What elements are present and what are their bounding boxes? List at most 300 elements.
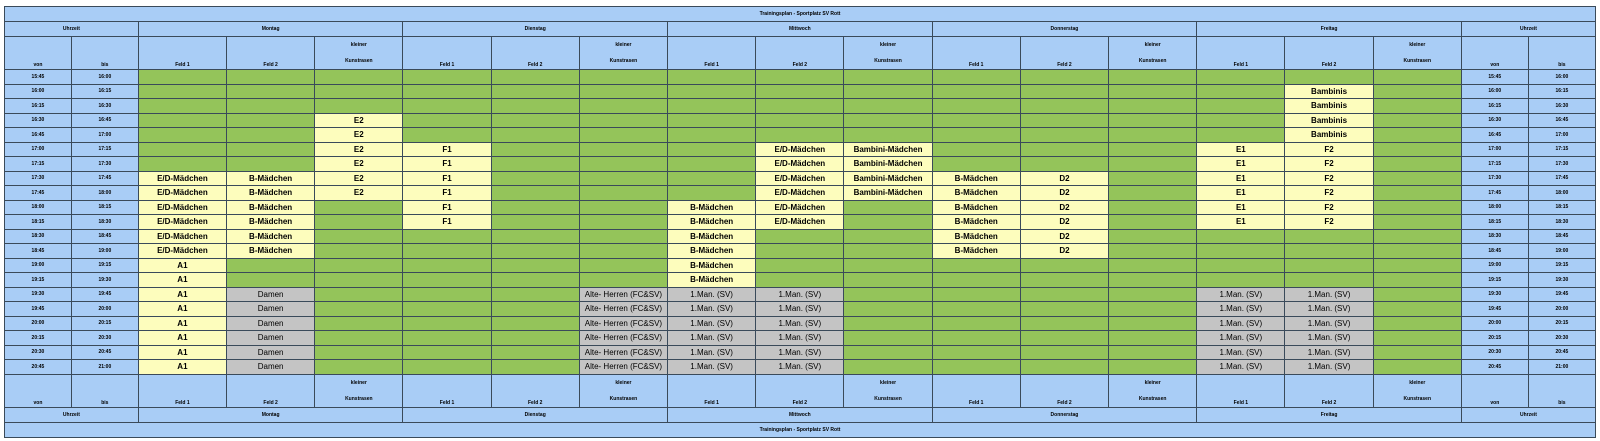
free-slot	[756, 84, 844, 99]
time-from: 18:45	[5, 244, 72, 259]
free-slot	[227, 99, 315, 114]
time-from: 18:30	[5, 229, 72, 244]
kunstrasen-header	[844, 37, 932, 70]
time-header: Uhrzeit	[1461, 407, 1595, 422]
training-slot: D2	[1020, 186, 1108, 201]
free-slot	[1285, 258, 1373, 273]
kunstrasen-line-2: Kunstrasen	[345, 395, 373, 402]
free-slot	[1197, 99, 1285, 114]
free-slot	[668, 99, 756, 114]
free-slot	[138, 113, 226, 128]
time-to: 16:15	[71, 84, 138, 99]
free-slot	[756, 258, 844, 273]
training-slot: 1.Man. (SV)	[1197, 331, 1285, 346]
free-slot	[1020, 360, 1108, 375]
time-from: 20:30	[5, 345, 72, 360]
training-slot: B-Mädchen	[227, 215, 315, 230]
free-slot	[1109, 171, 1197, 186]
kunstrasen-line-1: kleiner	[879, 379, 897, 386]
free-slot	[1020, 258, 1108, 273]
time-to: 19:00	[71, 244, 138, 259]
schedule-row	[5, 244, 1596, 259]
schedule-row	[5, 99, 1596, 114]
training-slot: A1	[138, 273, 226, 288]
time-from: 16:45	[5, 128, 72, 143]
kunstrasen-header	[315, 37, 403, 70]
kunstrasen-line-2: Kunstrasen	[1403, 58, 1432, 64]
free-slot	[1020, 70, 1108, 85]
free-slot	[227, 142, 315, 157]
kunstrasen-line-2: Kunstrasen	[874, 395, 902, 402]
time-to: 18:15	[1528, 200, 1595, 215]
time-from: 16:00	[1461, 84, 1528, 99]
free-slot	[315, 258, 403, 273]
free-slot	[227, 70, 315, 85]
free-slot	[1285, 273, 1373, 288]
training-slot: Bambini-Mädchen	[844, 142, 932, 157]
schedule-row	[5, 113, 1596, 128]
time-from: 19:00	[1461, 258, 1528, 273]
free-slot	[579, 142, 667, 157]
training-slot: Alte- Herren (FC&SV)	[579, 316, 667, 331]
training-slot: A1	[138, 360, 226, 375]
training-slot: Bambinis	[1285, 128, 1373, 143]
free-slot	[668, 142, 756, 157]
training-slot: D2	[1020, 244, 1108, 259]
free-slot	[403, 244, 491, 259]
training-slot: 1.Man. (SV)	[668, 331, 756, 346]
free-slot	[1285, 70, 1373, 85]
free-slot	[491, 157, 579, 172]
training-slot: B-Mädchen	[668, 244, 756, 259]
time-to: 20:00	[71, 302, 138, 317]
kunstrasen-line-2: Kunstrasen	[609, 395, 638, 402]
free-slot	[1020, 316, 1108, 331]
free-slot	[315, 345, 403, 360]
free-slot	[1109, 345, 1197, 360]
field1-header: Feld 1	[403, 374, 491, 407]
schedule-row	[5, 316, 1596, 331]
free-slot	[579, 70, 667, 85]
free-slot	[844, 200, 932, 215]
time-from: 18:00	[5, 200, 72, 215]
time-to: 19:45	[1528, 287, 1595, 302]
free-slot	[579, 273, 667, 288]
time-to: 17:15	[1528, 142, 1595, 157]
free-slot	[932, 99, 1020, 114]
free-slot	[1373, 331, 1461, 346]
free-slot	[1373, 215, 1461, 230]
free-slot	[1197, 128, 1285, 143]
training-slot: B-Mädchen	[227, 244, 315, 259]
training-slot: B-Mädchen	[227, 200, 315, 215]
training-slot: 1.Man. (SV)	[1285, 345, 1373, 360]
training-slot: 1.Man. (SV)	[1197, 316, 1285, 331]
free-slot	[668, 171, 756, 186]
free-slot	[668, 128, 756, 143]
free-slot	[932, 331, 1020, 346]
time-from: 20:00	[5, 316, 72, 331]
free-slot	[1373, 287, 1461, 302]
free-slot	[932, 302, 1020, 317]
training-slot: E/D-Mädchen	[138, 200, 226, 215]
free-slot	[844, 287, 932, 302]
free-slot	[756, 273, 844, 288]
free-slot	[403, 331, 491, 346]
training-slot: 1.Man. (SV)	[1285, 360, 1373, 375]
kunstrasen-line-1: kleiner	[1409, 42, 1426, 48]
free-slot	[403, 316, 491, 331]
training-slot: F2	[1285, 215, 1373, 230]
free-slot	[403, 345, 491, 360]
training-slot: E1	[1197, 215, 1285, 230]
free-slot	[1109, 113, 1197, 128]
free-slot	[491, 128, 579, 143]
training-slot: E2	[315, 186, 403, 201]
free-slot	[1373, 316, 1461, 331]
free-slot	[844, 70, 932, 85]
kunstrasen-line-1: kleiner	[350, 379, 367, 386]
free-slot	[315, 331, 403, 346]
free-slot	[1373, 345, 1461, 360]
free-slot	[491, 273, 579, 288]
training-slot: E/D-Mädchen	[138, 186, 226, 201]
training-slot: 1.Man. (SV)	[1285, 287, 1373, 302]
training-slot: B-Mädchen	[932, 215, 1020, 230]
day-header-4: Freitag	[1197, 22, 1462, 37]
time-to: 16:30	[1528, 99, 1595, 114]
field1-header: Feld 1	[668, 374, 756, 407]
free-slot	[844, 273, 932, 288]
free-slot	[1109, 215, 1197, 230]
kunstrasen-header	[1373, 37, 1461, 70]
free-slot	[1109, 157, 1197, 172]
time-to: 16:45	[71, 113, 138, 128]
free-slot	[315, 244, 403, 259]
time-to: 18:30	[71, 215, 138, 230]
free-slot	[932, 273, 1020, 288]
training-slot: Bambini-Mädchen	[844, 171, 932, 186]
free-slot	[403, 229, 491, 244]
training-slot: B-Mädchen	[227, 171, 315, 186]
time-to: 17:30	[71, 157, 138, 172]
training-slot: Damen	[227, 287, 315, 302]
training-slot: 1.Man. (SV)	[756, 360, 844, 375]
training-slot: Bambinis	[1285, 113, 1373, 128]
training-slot: F1	[403, 215, 491, 230]
free-slot	[1373, 244, 1461, 259]
from-header: von	[1461, 37, 1528, 70]
free-slot	[491, 215, 579, 230]
time-from: 15:45	[1461, 70, 1528, 85]
kunstrasen-line-1: kleiner	[615, 42, 632, 48]
free-slot	[315, 360, 403, 375]
free-slot	[491, 113, 579, 128]
schedule-row	[5, 128, 1596, 143]
time-to: 19:15	[1528, 258, 1595, 273]
training-slot: 1.Man. (SV)	[756, 287, 844, 302]
free-slot	[403, 360, 491, 375]
time-to: 18:00	[71, 186, 138, 201]
time-from: 18:15	[1461, 215, 1528, 230]
free-slot	[1373, 200, 1461, 215]
training-slot: E/D-Mädchen	[756, 215, 844, 230]
training-slot: Alte- Herren (FC&SV)	[579, 345, 667, 360]
time-from: 17:15	[5, 157, 72, 172]
field1-header: Feld 1	[932, 374, 1020, 407]
training-slot: E1	[1197, 186, 1285, 201]
training-slot: 1.Man. (SV)	[756, 302, 844, 317]
day-header-0: Montag	[138, 407, 403, 422]
free-slot	[844, 113, 932, 128]
from-header: von	[1461, 374, 1528, 407]
free-slot	[1373, 360, 1461, 375]
training-slot: 1.Man. (SV)	[756, 331, 844, 346]
free-slot	[1285, 229, 1373, 244]
field2-header: Feld 2	[1285, 37, 1373, 70]
free-slot	[1109, 287, 1197, 302]
from-header: von	[5, 374, 72, 407]
free-slot	[403, 273, 491, 288]
free-slot	[1109, 360, 1197, 375]
training-slot: Bambini-Mädchen	[844, 186, 932, 201]
day-header-0: Montag	[138, 22, 403, 37]
time-from: 17:00	[1461, 142, 1528, 157]
free-slot	[403, 302, 491, 317]
free-slot	[756, 128, 844, 143]
training-slot: B-Mädchen	[668, 273, 756, 288]
free-slot	[932, 316, 1020, 331]
kunstrasen-line-2: Kunstrasen	[1138, 58, 1167, 64]
kunstrasen-line-1: kleiner	[1409, 379, 1426, 386]
training-slot: 1.Man. (SV)	[668, 302, 756, 317]
field1-header: Feld 1	[932, 37, 1020, 70]
training-slot: E/D-Mädchen	[756, 171, 844, 186]
free-slot	[1109, 200, 1197, 215]
free-slot	[1373, 258, 1461, 273]
time-to: 19:30	[1528, 273, 1595, 288]
time-to: 19:15	[71, 258, 138, 273]
training-slot: B-Mädchen	[668, 258, 756, 273]
kunstrasen-line-2: Kunstrasen	[1138, 395, 1167, 402]
free-slot	[1197, 273, 1285, 288]
training-slot: E2	[315, 171, 403, 186]
free-slot	[1197, 229, 1285, 244]
free-slot	[227, 258, 315, 273]
free-slot	[403, 258, 491, 273]
training-slot: 1.Man. (SV)	[668, 316, 756, 331]
time-to: 18:15	[71, 200, 138, 215]
free-slot	[844, 244, 932, 259]
free-slot	[403, 113, 491, 128]
time-from: 20:00	[1461, 316, 1528, 331]
training-slot: F2	[1285, 142, 1373, 157]
time-to: 21:00	[1528, 360, 1595, 375]
training-slot: E/D-Mädchen	[756, 200, 844, 215]
free-slot	[491, 99, 579, 114]
free-slot	[668, 186, 756, 201]
free-slot	[579, 258, 667, 273]
free-slot	[491, 302, 579, 317]
field2-header: Feld 2	[491, 37, 579, 70]
training-slot: Bambinis	[1285, 99, 1373, 114]
free-slot	[491, 244, 579, 259]
time-to: 20:45	[71, 345, 138, 360]
sheet-title: Trainingsplan - Sportplatz SV Rott	[5, 7, 1596, 22]
time-from: 20:15	[1461, 331, 1528, 346]
time-from: 16:15	[5, 99, 72, 114]
free-slot	[579, 84, 667, 99]
free-slot	[668, 84, 756, 99]
day-header-2: Mittwoch	[668, 22, 933, 37]
time-from: 16:15	[1461, 99, 1528, 114]
free-slot	[315, 273, 403, 288]
time-from: 19:15	[5, 273, 72, 288]
free-slot	[1373, 128, 1461, 143]
training-slot: E/D-Mädchen	[138, 171, 226, 186]
training-slot: B-Mädchen	[932, 186, 1020, 201]
time-to: 21:00	[71, 360, 138, 375]
free-slot	[491, 142, 579, 157]
training-slot: Damen	[227, 345, 315, 360]
training-slot: Bambini-Mädchen	[844, 157, 932, 172]
free-slot	[491, 70, 579, 85]
free-slot	[932, 345, 1020, 360]
time-from: 16:30	[1461, 113, 1528, 128]
free-slot	[579, 171, 667, 186]
day-header-4: Freitag	[1197, 407, 1462, 422]
training-slot: Alte- Herren (FC&SV)	[579, 360, 667, 375]
schedule-row	[5, 84, 1596, 99]
field2-header: Feld 2	[1285, 374, 1373, 407]
free-slot	[1197, 70, 1285, 85]
free-slot	[756, 99, 844, 114]
free-slot	[491, 200, 579, 215]
time-from: 17:15	[1461, 157, 1528, 172]
free-slot	[1109, 70, 1197, 85]
time-to: 16:15	[1528, 84, 1595, 99]
time-to: 17:45	[1528, 171, 1595, 186]
schedule-row	[5, 229, 1596, 244]
time-to: 20:00	[1528, 302, 1595, 317]
time-to: 18:30	[1528, 215, 1595, 230]
free-slot	[1020, 302, 1108, 317]
free-slot	[1109, 273, 1197, 288]
training-slot: 1.Man. (SV)	[1197, 345, 1285, 360]
free-slot	[1109, 258, 1197, 273]
time-to: 18:00	[1528, 186, 1595, 201]
training-slot: A1	[138, 287, 226, 302]
time-from: 19:45	[5, 302, 72, 317]
free-slot	[579, 128, 667, 143]
training-slot: B-Mädchen	[227, 186, 315, 201]
time-from: 20:45	[5, 360, 72, 375]
training-slot: Damen	[227, 316, 315, 331]
free-slot	[579, 113, 667, 128]
free-slot	[844, 345, 932, 360]
free-slot	[756, 244, 844, 259]
training-slot: A1	[138, 331, 226, 346]
time-from: 17:30	[5, 171, 72, 186]
training-slot: B-Mädchen	[932, 171, 1020, 186]
free-slot	[315, 287, 403, 302]
time-from: 16:45	[1461, 128, 1528, 143]
day-header-1: Dienstag	[403, 407, 668, 422]
training-slot: B-Mädchen	[668, 200, 756, 215]
free-slot	[1109, 84, 1197, 99]
free-slot	[1373, 99, 1461, 114]
time-from: 18:00	[1461, 200, 1528, 215]
training-slot: F2	[1285, 200, 1373, 215]
training-slot: A1	[138, 345, 226, 360]
day-header-2: Mittwoch	[668, 407, 933, 422]
training-slot: F1	[403, 171, 491, 186]
free-slot	[844, 128, 932, 143]
free-slot	[579, 229, 667, 244]
training-slot: F2	[1285, 171, 1373, 186]
time-header: Uhrzeit	[5, 22, 139, 37]
training-slot: Damen	[227, 360, 315, 375]
training-slot: E/D-Mädchen	[756, 142, 844, 157]
free-slot	[844, 229, 932, 244]
time-from: 17:30	[1461, 171, 1528, 186]
free-slot	[1020, 287, 1108, 302]
free-slot	[579, 200, 667, 215]
free-slot	[932, 142, 1020, 157]
free-slot	[844, 84, 932, 99]
training-slot: A1	[138, 302, 226, 317]
free-slot	[579, 99, 667, 114]
time-to: 16:00	[1528, 70, 1595, 85]
time-from: 15:45	[5, 70, 72, 85]
training-slot: Alte- Herren (FC&SV)	[579, 287, 667, 302]
free-slot	[1197, 258, 1285, 273]
time-to: 18:45	[1528, 229, 1595, 244]
training-slot: F2	[1285, 186, 1373, 201]
training-slot: Alte- Herren (FC&SV)	[579, 302, 667, 317]
day-header-1: Dienstag	[403, 22, 668, 37]
free-slot	[932, 70, 1020, 85]
field1-header: Feld 1	[138, 37, 226, 70]
free-slot	[315, 316, 403, 331]
time-from: 19:00	[5, 258, 72, 273]
time-to: 16:00	[71, 70, 138, 85]
time-from: 16:00	[5, 84, 72, 99]
kunstrasen-header	[579, 374, 667, 407]
time-to: 20:30	[1528, 331, 1595, 346]
time-from: 17:45	[1461, 186, 1528, 201]
to-header: bis	[71, 374, 138, 407]
kunstrasen-line-1: kleiner	[615, 379, 632, 386]
training-slot: D2	[1020, 171, 1108, 186]
training-slot: E1	[1197, 200, 1285, 215]
free-slot	[315, 215, 403, 230]
free-slot	[844, 331, 932, 346]
training-slot: A1	[138, 316, 226, 331]
time-to: 19:00	[1528, 244, 1595, 259]
free-slot	[579, 244, 667, 259]
training-slot: 1.Man. (SV)	[1285, 316, 1373, 331]
free-slot	[403, 84, 491, 99]
free-slot	[403, 128, 491, 143]
free-slot	[1109, 331, 1197, 346]
training-slot: E/D-Mädchen	[138, 229, 226, 244]
training-slot: 1.Man. (SV)	[756, 316, 844, 331]
field1-header: Feld 1	[403, 37, 491, 70]
free-slot	[403, 287, 491, 302]
time-to: 17:30	[1528, 157, 1595, 172]
free-slot	[138, 84, 226, 99]
